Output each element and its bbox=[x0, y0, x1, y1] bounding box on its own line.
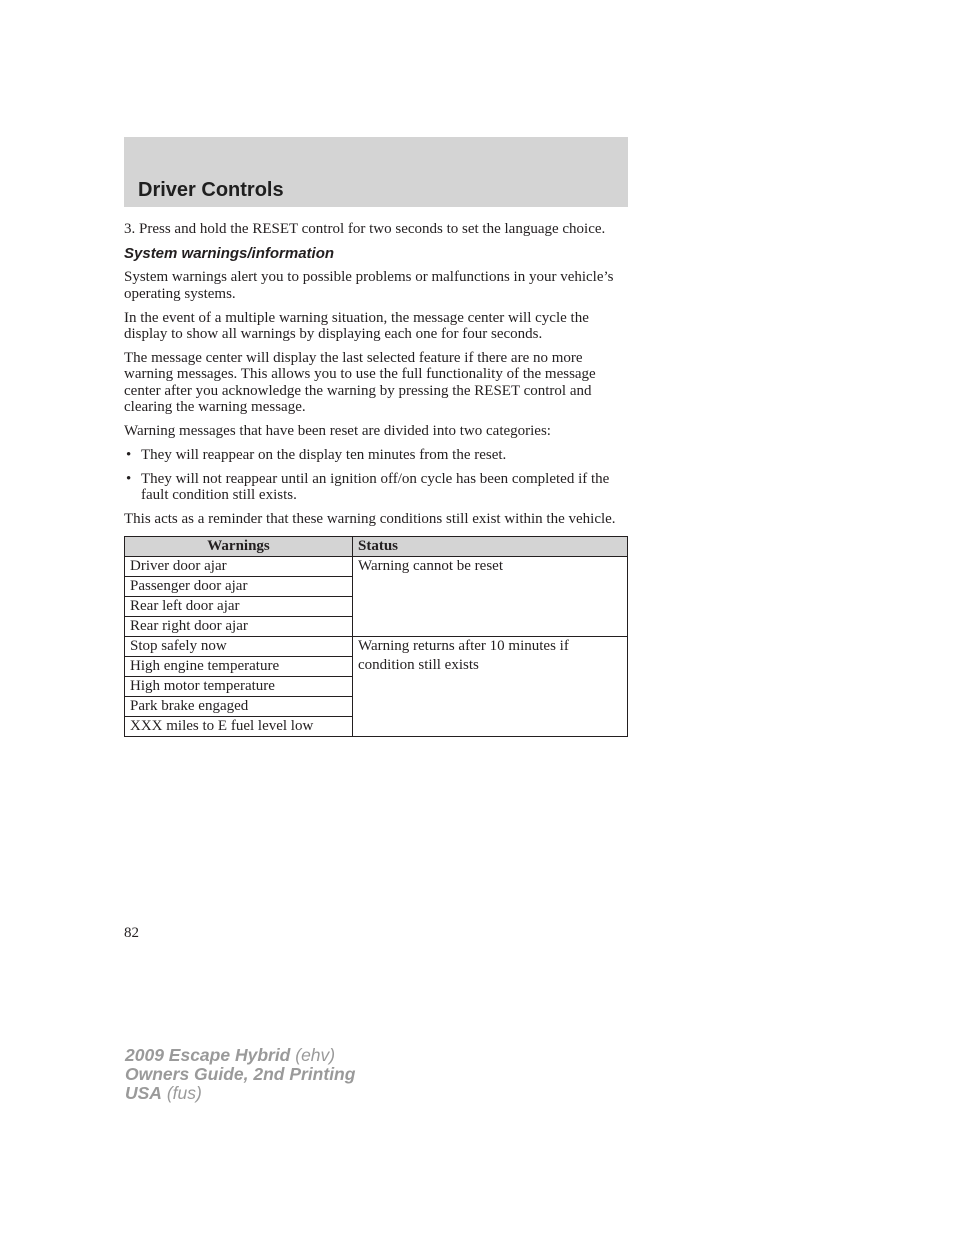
warning-cell: Rear left door ajar bbox=[125, 596, 353, 616]
bullet-text: They will reappear on the display ten minutes from the reset. bbox=[141, 447, 507, 464]
footer-line-3: USA (fus) bbox=[125, 1083, 202, 1103]
warning-cell: Passenger door ajar bbox=[125, 576, 353, 596]
paragraph: The message center will display the last selected feature if there are no more warning messages. This allows you to use the full functionality of the message center after you acknowledge the warning by pressing the RESET control and clearing the warning message. bbox=[124, 350, 596, 416]
warning-cell: High motor temperature bbox=[125, 676, 353, 696]
warning-cell: Rear right door ajar bbox=[125, 616, 353, 636]
header-warnings: Warnings bbox=[125, 536, 353, 556]
step-3-text: 3. Press and hold the RESET control for two seconds to set the language choice. bbox=[124, 221, 606, 237]
warning-cell: Stop safely now bbox=[125, 636, 353, 656]
warning-cell: Park brake engaged bbox=[125, 696, 353, 716]
warnings-table bbox=[124, 536, 628, 737]
header-status: Status bbox=[353, 536, 628, 556]
section-header-band bbox=[124, 137, 628, 207]
section-title: Driver Controls bbox=[138, 179, 284, 201]
footer-line-2: Owners Guide, 2nd Printing bbox=[125, 1064, 356, 1084]
status-cell: Warning cannot be reset bbox=[353, 556, 628, 636]
document-footer bbox=[125, 1046, 355, 1103]
closing-paragraph: This acts as a reminder that these warning conditions still exist within the vehicle. bbox=[124, 511, 616, 528]
page-content bbox=[124, 221, 628, 737]
bullet-list bbox=[124, 447, 628, 504]
warning-cell: Driver door ajar bbox=[125, 556, 353, 576]
subheading: System warnings/information bbox=[124, 245, 335, 263]
table-header-row bbox=[125, 536, 628, 556]
paragraph: System warnings alert you to possible problems or malfunctions in your vehicle’s operating systems. bbox=[124, 269, 614, 302]
bullet-text: They will not reappear until an ignition off/on cycle has been completed if the fault condition still exists. bbox=[141, 470, 610, 504]
table-row bbox=[125, 636, 628, 656]
warning-cell: XXX miles to E fuel level low bbox=[125, 716, 353, 736]
footer-line-1: 2009 Escape Hybrid (ehv) bbox=[125, 1045, 336, 1065]
warning-group-2 bbox=[125, 636, 628, 736]
bullet-dot-icon: • bbox=[126, 470, 132, 487]
bullet-item bbox=[124, 471, 628, 504]
bullet-item bbox=[124, 447, 628, 463]
paragraph: In the event of a multiple warning situation, the message center will cycle the display to show all warnings by displaying each one for four seconds. bbox=[124, 309, 589, 343]
status-cell: Warning returns after 10 minutes if condition still exists bbox=[353, 636, 628, 736]
warning-group-1 bbox=[125, 556, 628, 636]
bullet-dot-icon: • bbox=[126, 447, 132, 464]
warning-cell: High engine temperature bbox=[125, 656, 353, 676]
paragraph: Warning messages that have been reset are divided into two categories: bbox=[124, 423, 551, 440]
page-number: 82 bbox=[124, 925, 139, 941]
table-row bbox=[125, 556, 628, 576]
